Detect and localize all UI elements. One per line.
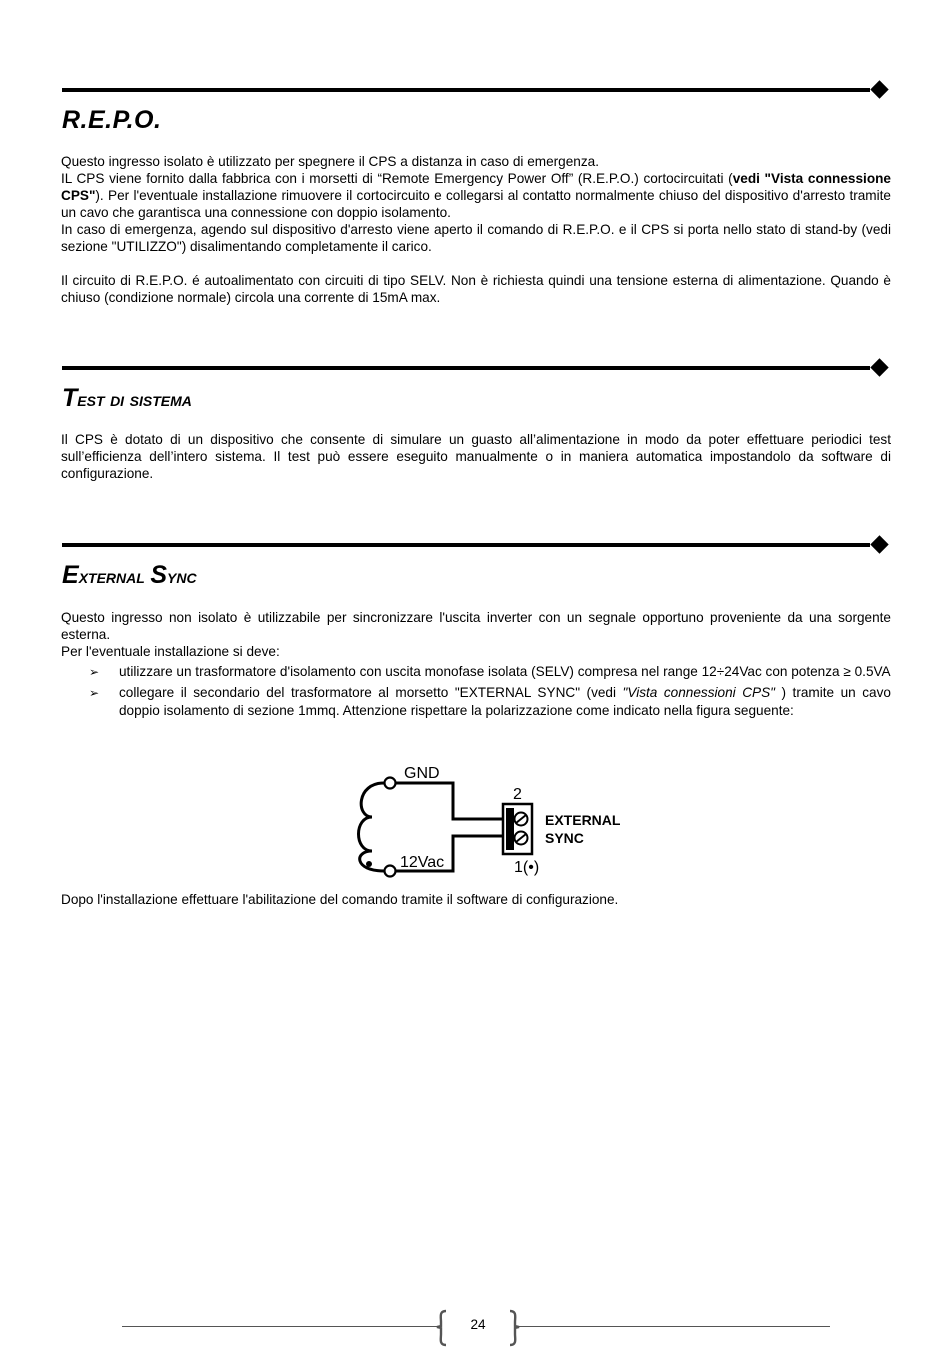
sync-bullet-list	[61, 663, 891, 723]
label-pin-2: 2	[513, 786, 522, 803]
page-footer	[0, 1308, 950, 1348]
sync-p1: Questo ingresso non isolato è utilizzabile per sincronizzare l'uscita inverter con un segnale opportuno proveniente da una sorgente esterna.	[61, 610, 891, 642]
section-title-test: Test di sistema	[62, 384, 192, 412]
section-title-sync: External Sync	[62, 561, 197, 589]
label-pin-1: 1(•)	[514, 859, 540, 876]
polarity-dot-icon	[366, 861, 372, 867]
sync-after-text	[61, 891, 891, 908]
label-sync: SYNC	[545, 830, 584, 846]
page-number: 24	[470, 1317, 486, 1332]
arrow-bullet-icon: ➢	[89, 686, 100, 700]
list-item: ➢ collegare il secondario del trasformatore al morsetto "EXTERNAL SYNC" (vedi "Vista connessioni CPS" ) tramite un cavo doppio isolamento di sezione 1mmq. Attenzione rispettare la polarizzazione come indicato nella figura seguente:	[89, 685, 891, 718]
section-rule	[62, 537, 882, 553]
label-12vac: 12Vac	[400, 854, 445, 871]
sync-text	[61, 609, 891, 660]
label-external: EXTERNAL	[545, 812, 621, 828]
repo-p2: IL CPS viene fornito dalla fabbrica con i morsetti di “Remote Emergency Power Off” (R.E.P.O.) cortocircuitati (vedi "Vista connessione CPS"). Per l'eventuale installazione rimuovere il cortocircuito e collegarsi al contatto normalmente chiuso del dispositivo d'arresto tramite un cavo che garantisca una connessione con doppio isolamento.	[61, 171, 891, 220]
terminal-circle-icon	[385, 866, 396, 877]
list-item: ➢ utilizzare un trasformatore d'isolamento con uscita monofase isolata (SELV) compresa nel range 12÷24Vac con potenza ≥ 0.5VA	[89, 664, 891, 679]
wire-gnd	[396, 783, 505, 819]
arrow-bullet-icon: ➢	[89, 665, 100, 679]
repo-p4: Il circuito di R.E.P.O. é autoalimentato con circuiti di tipo SELV. Non è richiesta quindi una tensione esterna di alimentazione. Quando è chiuso (condizione normale) circola una corrente di 15mA max.	[61, 273, 891, 305]
connector-side	[506, 808, 514, 850]
repo-p1: Questo ingresso isolato è utilizzato per spegnere il CPS a distanza in caso di emergenza.	[61, 154, 600, 169]
sync-p2: Per l'eventuale installazione si deve:	[61, 644, 280, 659]
section-rule	[62, 360, 882, 376]
external-sync-wiring-diagram	[340, 760, 640, 882]
label-gnd: GND	[404, 765, 440, 782]
section-rule	[62, 82, 882, 98]
terminal-circle-icon	[385, 778, 396, 789]
test-text	[61, 431, 891, 482]
test-p1: Il CPS è dotato di un dispositivo che consente di simulare un guasto all’alimentazione in modo da poter effettuare periodici test sull’efficienza dell’intero sistema. Il test può essere eseguito manualmente o in maniera automatica impostandolo da software di configurazione.	[61, 432, 891, 481]
repo-p3: In caso di emergenza, agendo sul dispositivo d'arresto viene aperto il comando di R.E.P.O. e il CPS si porta nello stato di stand-by (vedi sezione "UTILIZZO") disalimentando completamente il carico.	[61, 222, 891, 254]
sync-after: Dopo l'installazione effettuare l'abilitazione del comando tramite il software di configurazione.	[61, 892, 619, 907]
transformer-coil-icon	[359, 783, 385, 871]
section-title-repo: R.E.P.O.	[62, 106, 162, 134]
repo-text	[61, 153, 891, 306]
